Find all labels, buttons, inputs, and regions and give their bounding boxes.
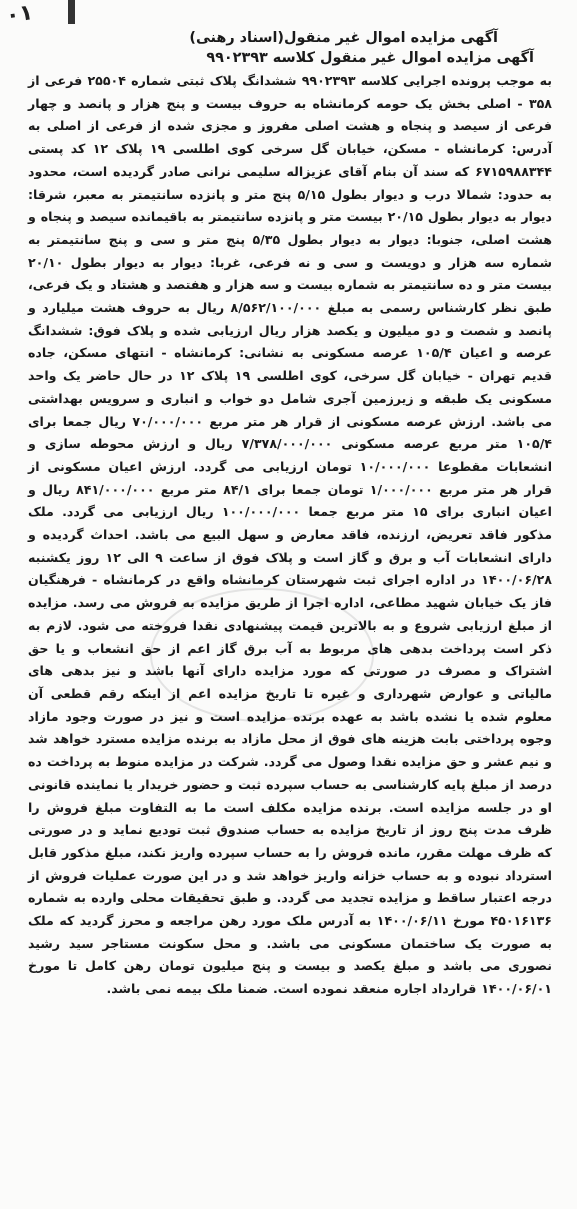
corner-bar [68,0,75,24]
notice-title: آگهی مزایده اموال غیر منقول(اسناد رهنی) [189,30,498,46]
notice-body: به موجب پرونده اجرایی کلاسه ۹۹۰۲۳۹۳ ششدانگ پلاک ثبتی شماره ۲۵۵۰۴ فرعی از ۳۵۸ - اصلی بخش یک حومه کرمانشاه به حروف بیست و پنج هزار و پانصد و چهار فرعی از سیصد و پنجاه و هشت اصلی مفروز و مجزی شده از فرعی از اصلی به آدرس: کرمانشاه - مسکن، خیابان گل سرخی کوی اطلسی ۱۹ پلاک ۱۲ کد پستی ۶۷۱۵۹۸۸۳۴۴ که سند آن بنام آقای عزیزاله سلیمی نرانی صادر گردیده است، محدود به حدود: شمالا درب و دیوار بطول ۵/۱۵ پنج متر و پانزده سانتیمتر به معبر، شرقا: دیوار به دیوار بطول ۲۰/۱۵ بیست متر و پانزده سانتیمتر به باقیمانده سیصد و پنجاه و هشت اصلی، جنوبا: دیوار به دیوار بطول ۵/۳۵ پنج متر و سی و پنج سانتیمتر به شماره سه هزار و دویست و سی و نه فرعی، غربا: دیوار به دیوار بطول ۲۰/۱۰ بیست متر و ده سانتیمتر به شماره بیست و سه هزار و هفتصد و هشتاد و یک فرعی، طبق نظر کارشناس رسمی به مبلغ ۸/۵۶۲/۱۰۰/۰۰۰ ریال به حروف هشت میلیارد و پانصد و شصت و دو میلیون و یکصد هزار ریال ارزیابی شده و پلاک فوق: ششدانگ عرصه و اعیان ۱۰۵/۴ عرصه مسکونی به نشانی: کرمانشاه - انتهای مسکن، جاده قدیم تهران - خیابان گل سرخی، کوی اطلسی ۱۹ پلاک ۱۲ در حال حاضر یک واحد مسکونی یک طبقه و زیرزمین آجری شامل دو خواب و انباری و سرویس بهداشتی می باشد. ارزش عرصه مسکونی از قرار هر متر مربع ۷۰/۰۰۰/۰۰۰ ریال جمعا برای ۱۰۵/۴ متر مربع عرصه مسکونی ۷/۳۷۸/۰۰۰/۰۰۰ ریال و ارزش محوطه سازی و انشعابات مقطوعا ۱۰/۰۰۰/۰۰۰ تومان ارزیابی می گردد. ارزش اعیان مسکونی از قرار هر متر مربع ۱/۰۰۰/۰۰۰ تومان جمعا برای ۸۴/۱ متر مربع ۸۴۱/۰۰۰/۰۰۰ ریال و اعیان انباری برای ۱۵ متر مربع جمعا ۱۰۰/۰۰۰/۰۰۰ ریال ارزیابی می گردد. ملک مذکور فاقد تعریض، ارزنده، فاقد معارض و سهل البیع می باشد. احداث گردیده و دارای انشعابات آب و برق و گاز است و پلاک فوق از ساعت ۹ الی ۱۲ روز یکشنبه ۱۴۰۰/۰۶/۲۸ در اداره اجرای ثبت شهرستان کرمانشاه واقع در کرمانشاه - فرهنگیان فاز یک خیابان شهید مطاعی، اداره اجرا از طریق مزایده به فروش می رسد. مزایده از مبلغ ارزیابی شروع و به بالاترین قیمت پیشنهادی نقدا فروخته می شود. لازم به ذکر است پرداخت بدهی های مربوط به آب برق گاز اعم از حق انشعاب و یا حق اشتراک و مصرف در صورتی که مورد مزایده دارای آنها باشد و نیز بدهی های مالیاتی و عوارض شهرداری و غیره تا تاریخ مزایده اعم از اینکه رقم قطعی آن معلوم شده یا نشده باشد به عهده برنده مزایده است و نیز در صورت وجود مازاد وجوه پرداختی بابت هزینه های فوق از محل مازاد به برنده مزایده مسترد خواهد شد و نیم عشر و حق مزایده نقدا وصول می گردد. شرکت در مزایده منوط به پرداخت ده درصد از مبلغ پایه کارشناسی به حساب سپرده ثبت و حضور خریدار یا نماینده قانونی او در جلسه مزایده است. برنده مزایده مکلف است ما به التفاوت مبلغ فروش را ظرف مدت پنج روز از تاریخ مزایده به حساب صندوق ثبت تودیع نماید و در صورتی که ظرف مهلت مقرر، مانده فروش را به حساب سپرده واریز نکند، مبلغ مذکور قابل استرداد نبوده و به حساب خزانه واریز خواهد شد و در این صورت عملیات فروش از درجه اعتبار ساقط و مزایده تجدید می گردد. و طبق تحقیقات محلی وارده به شماره ۴۵۰۱۶۱۳۶ مورخ ۱۴۰۰/۰۶/۱۱ به آدرس ملک مورد رهن مراجعه و محرز گردید که ملک به صورت یک ساختمان مسکونی می باشد. و محل سکونت مستاجر سید رشید نصوری می باشد و مبلغ یکصد و بیست و پنج میلیون تومان رهن کامل تا مورخ ۱۴۰۰/۰۶/۰۱ قرارداد اجاره منعقد نموده است. ضمنا ملک بیمه نمی باشد. [27,73,553,997]
notice-subtitle: آگهی مزایده اموال غیر منقول کلاسه ۹۹۰۲۳۹۳ [206,50,534,66]
corner-handwritten-mark: ۰۱ [4,0,35,29]
auction-notice [28,28,552,1001]
